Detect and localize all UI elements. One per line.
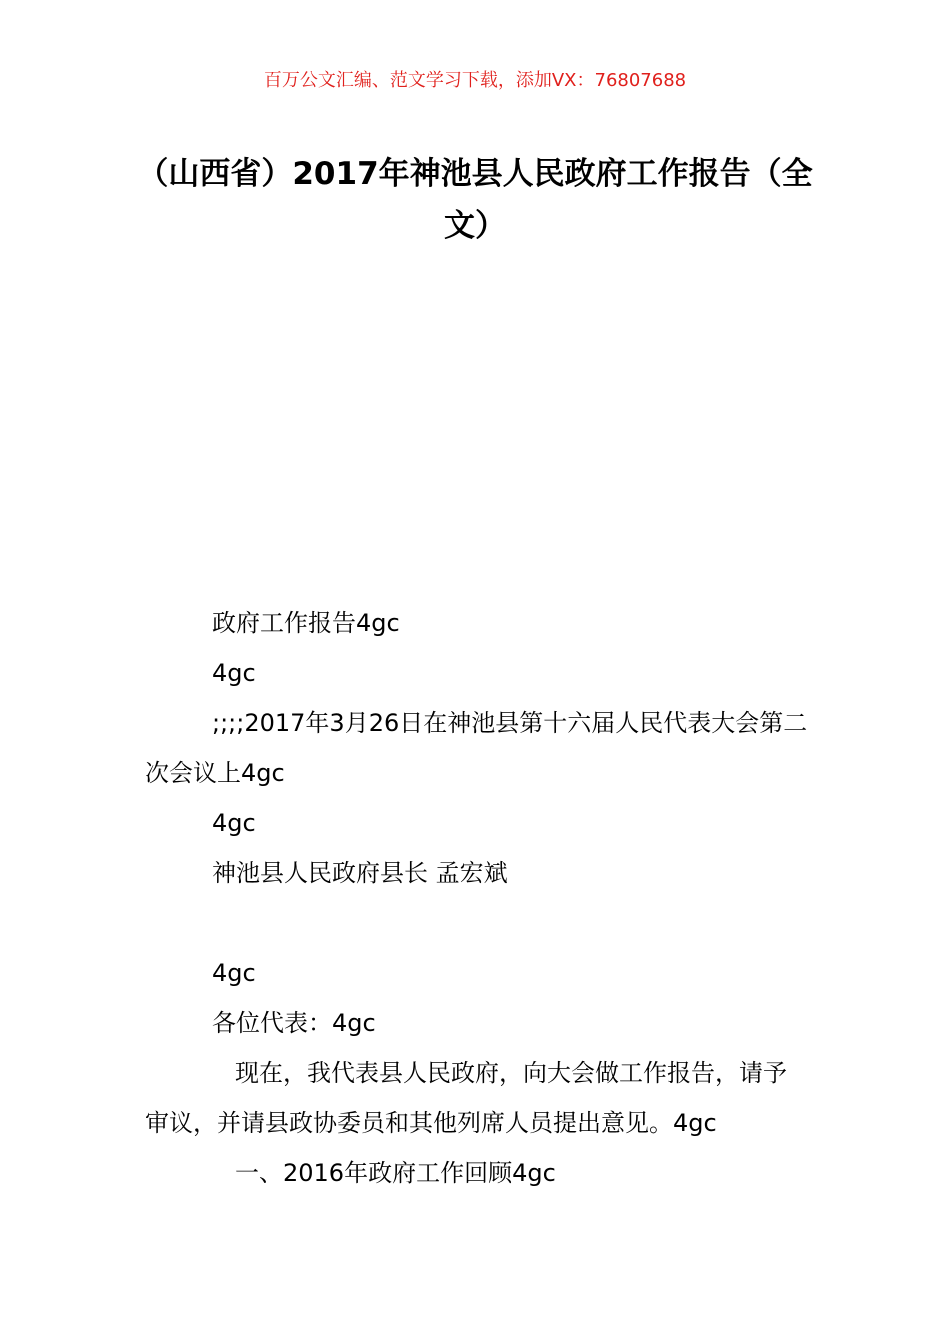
blank-line xyxy=(145,898,810,948)
document-body xyxy=(145,598,810,1198)
paragraph-salutation: 各位代表：4gc xyxy=(212,1009,376,1037)
paragraph-meeting-info: ;;;;2017年3月26日在神池县第十六届人民代表大会第二次会议上4gc xyxy=(145,709,808,787)
paragraph-author: 神池县人民政府县长 孟宏斌 xyxy=(212,859,508,887)
paragraph-marker: 4gc xyxy=(212,809,256,837)
paragraph-report-heading: 政府工作报告4gc xyxy=(212,609,400,637)
document-title: （山西省）2017年神池县人民政府工作报告（全文） xyxy=(137,156,813,244)
paragraph-marker: 4gc xyxy=(212,959,256,987)
paragraph-marker: 4gc xyxy=(212,659,256,687)
paragraph-intro: 现在，我代表县人民政府，向大会做工作报告，请予审议，并请县政协委员和其他列席人员提出意见。4gc xyxy=(145,1059,787,1137)
header-note: 百万公文汇编、范文学习下载，添加VX：76807688 xyxy=(263,70,687,91)
paragraph-section-heading: 一、2016年政府工作回顾4gc xyxy=(235,1159,556,1187)
